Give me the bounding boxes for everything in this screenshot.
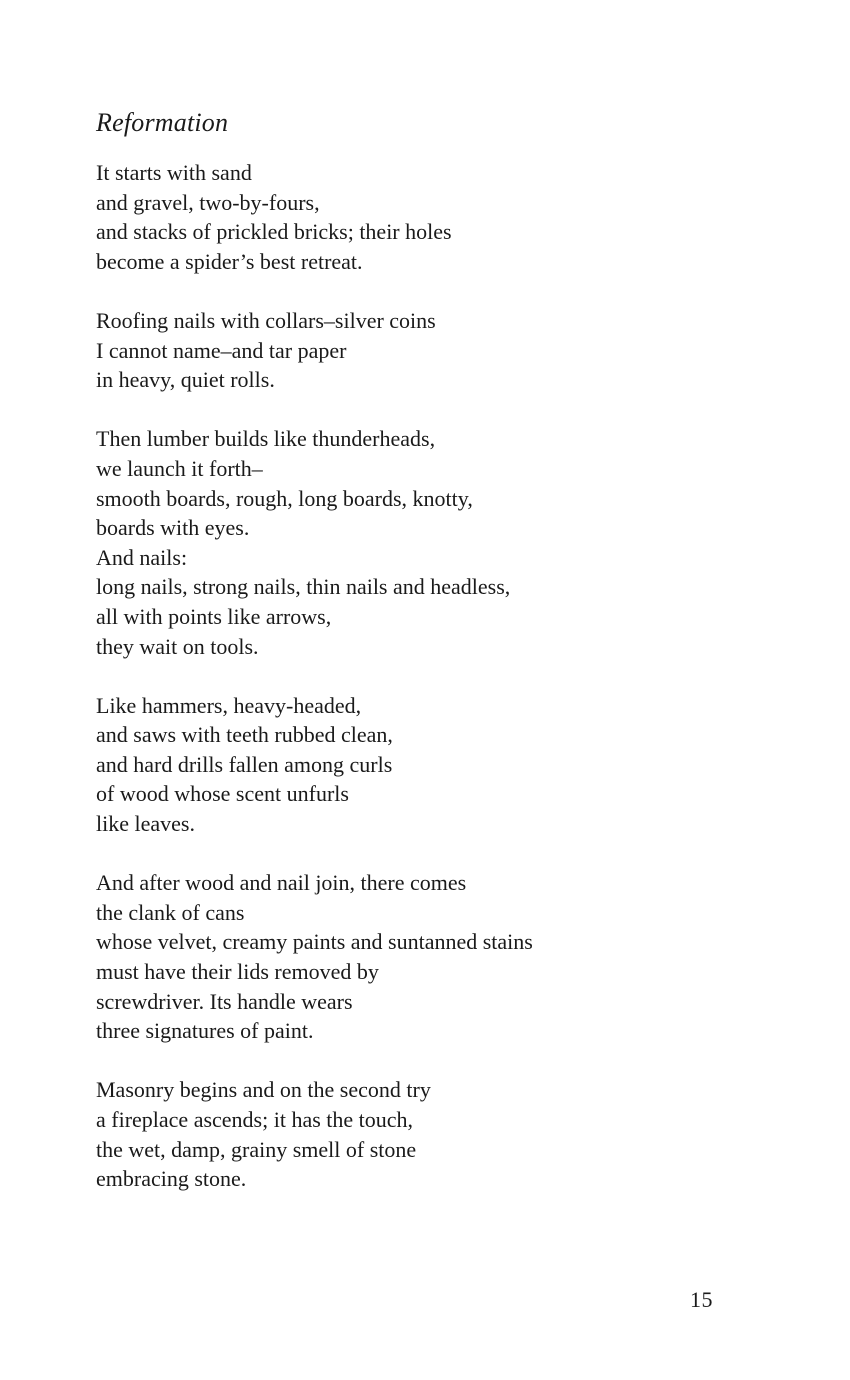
- poem-line: must have their lids removed by: [96, 959, 379, 985]
- poem-line: whose velvet, creamy paints and suntanned stains: [96, 929, 533, 955]
- page-number: 15: [690, 1287, 713, 1312]
- poem-line: Like hammers, heavy-headed,: [96, 692, 362, 718]
- poem-line: like leaves.: [96, 811, 195, 837]
- poem-line: smooth boards, rough, long boards, knotty,: [96, 485, 473, 511]
- stanza: [96, 868, 533, 1046]
- poem-line: we launch it forth–: [96, 455, 263, 481]
- poem-line: they wait on tools.: [96, 633, 259, 659]
- poem-body: [96, 158, 533, 1223]
- poem-line: screwdriver. Its handle wears: [96, 988, 353, 1014]
- poem-line: Roofing nails with collars–silver coins: [96, 307, 436, 333]
- poem-line: And after wood and nail join, there comes: [96, 870, 467, 896]
- poem-line: of wood whose scent unfurls: [96, 781, 349, 807]
- poem-line: a fireplace ascends; it has the touch,: [96, 1107, 414, 1132]
- poem-line: Masonry begins and on the second try: [96, 1077, 431, 1103]
- poem-line: long nails, strong nails, thin nails and headless,: [96, 574, 511, 600]
- poem-line: boards with eyes.: [96, 515, 250, 541]
- poem-line: And nails:: [96, 544, 188, 570]
- poem-line: I cannot name–and tar paper: [96, 337, 347, 363]
- poem-line: and gravel, two-by-fours,: [96, 189, 320, 215]
- poem-line: all with points like arrows,: [96, 603, 332, 629]
- stanza: [96, 424, 533, 661]
- poem-line: embracing stone.: [96, 1166, 247, 1192]
- stanza: [96, 306, 533, 395]
- poem-line: the wet, damp, grainy smell of stone: [96, 1136, 417, 1162]
- poem-line: Then lumber builds like thunderheads,: [96, 426, 436, 452]
- poem-title: Reformation: [96, 108, 229, 137]
- poem-line: become a spider’s best retreat.: [96, 248, 363, 274]
- poem-line: in heavy, quiet rolls.: [96, 367, 275, 393]
- stanza: [96, 1075, 533, 1193]
- poem-line: three signatures of paint.: [96, 1018, 314, 1044]
- poem-line: and hard drills fallen among curls: [96, 751, 393, 777]
- poem-line: and saws with teeth rubbed clean,: [96, 722, 393, 748]
- poem-line: the clank of cans: [96, 899, 245, 925]
- stanza: [96, 691, 533, 839]
- stanza: [96, 158, 533, 276]
- poem-line: and stacks of prickled bricks; their holes: [96, 219, 452, 245]
- poem-line: It starts with sand: [96, 160, 252, 185]
